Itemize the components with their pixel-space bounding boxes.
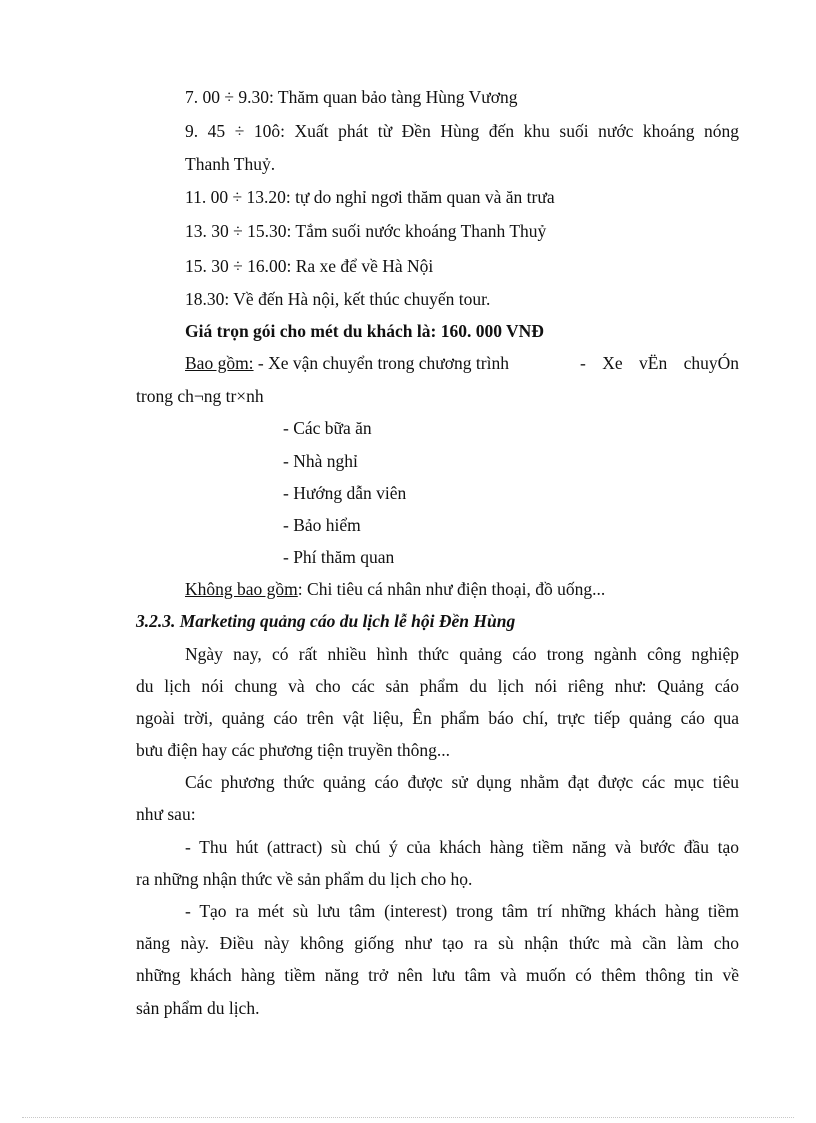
paragraph-line: Ngày nay, có rất nhiều hình thức quảng cáo trong ngành công nghiệp	[185, 644, 739, 664]
price-line: Giá trọn gói cho mét du khách là: 160. 000 VNĐ	[185, 321, 544, 341]
includes-item: - Phí thăm quan	[283, 547, 395, 567]
includes-label: Bao gồm:	[185, 353, 254, 373]
excludes-line	[185, 578, 739, 600]
paragraph-line: du lịch nói chung và cho các sản phẩm du lịch nói riêng như: Quảng cáo	[136, 676, 739, 696]
includes-garbled-continuation: trong ch¬ng tr×nh	[136, 386, 264, 406]
paragraph-line: những khách hàng tiềm năng trở nên lưu tâm và muốn có thêm thông tin về	[136, 965, 739, 985]
paragraph-line: - Tạo ra mét sù lưu tâm (interest) trong tâm trí những khách hàng tiềm	[185, 901, 739, 921]
includes-item: - Bảo hiểm	[283, 515, 361, 535]
schedule-line: 13. 30 ÷ 15.30: Tắm suối nước khoáng Thanh Thuỷ	[185, 221, 547, 241]
includes-line	[185, 352, 739, 374]
includes-item: - Nhà nghỉ	[283, 451, 358, 471]
paragraph-line: năng này. Điều này không giống như tạo ra sù nhận thức mà cần làm cho	[136, 933, 739, 953]
paragraph-line: Các phương thức quảng cáo được sử dụng nhằm đạt được các mục tiêu	[185, 772, 739, 792]
paragraph-line: - Thu hút (attract) sù chú ý của khách hàng tiềm năng và bước đầu tạo	[185, 837, 739, 857]
includes-item: - Hướng dẫn viên	[283, 483, 407, 503]
paragraph-line: bưu điện hay các phương tiện truyền thông...	[136, 740, 450, 760]
schedule-line: 7. 00 ÷ 9.30: Thăm quan bảo tàng Hùng Vương	[185, 87, 518, 107]
paragraph-line: như sau:	[136, 804, 196, 824]
schedule-line: Thanh Thuỷ.	[185, 154, 276, 174]
excludes-label: Không bao gồm	[185, 579, 298, 599]
paragraph-line: ngoài trời, quảng cáo trên vật liệu, Ên phẩm báo chí, trực tiếp quảng cáo qua	[136, 708, 739, 728]
page-bottom-border	[22, 1117, 794, 1118]
schedule-line: 15. 30 ÷ 16.00: Ra xe để về Hà Nội	[185, 256, 434, 276]
includes-item: - Các bữa ăn	[283, 418, 372, 438]
section-heading: 3.2.3. Marketing quảng cáo du lịch lễ hội Đền Hùng	[136, 611, 516, 631]
schedule-line: 18.30: Về đến Hà nội, kết thúc chuyến tour.	[185, 289, 491, 309]
excludes-text: : Chi tiêu cá nhân như điện thoại, đồ uống...	[297, 579, 606, 599]
includes-garbled: - Xe vËn chuyÓn	[580, 353, 739, 373]
schedule-line: 11. 00 ÷ 13.20: tự do nghỉ ngơi thăm quan và ăn trưa	[185, 187, 555, 207]
paragraph-line: sản phẩm du lịch.	[136, 998, 260, 1018]
paragraph-line: ra những nhận thức về sản phẩm du lịch cho họ.	[136, 869, 473, 889]
schedule-line: 9. 45 ÷ 10ô: Xuất phát từ Đền Hùng đến khu suối nước khoáng nóng	[185, 121, 739, 141]
includes-first: - Xe vận chuyển trong chương trình	[253, 353, 509, 373]
